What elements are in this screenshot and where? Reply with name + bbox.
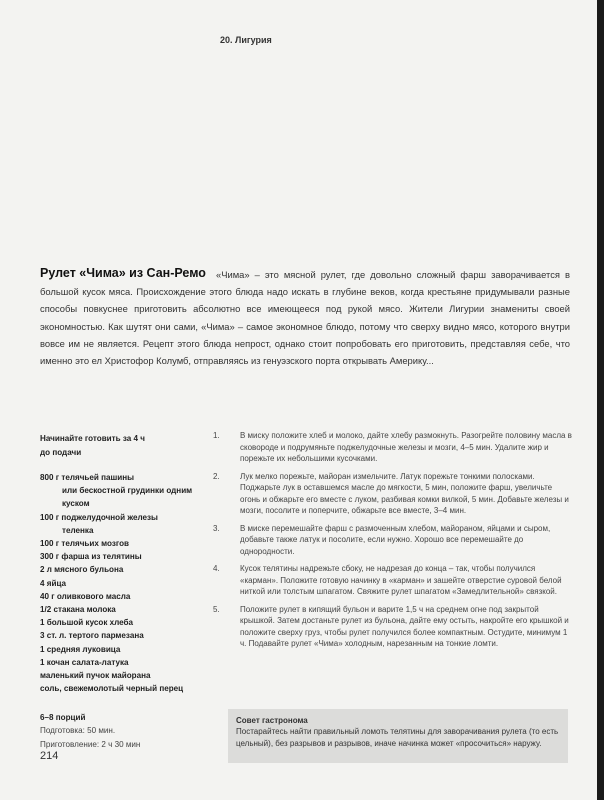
page-edge xyxy=(597,0,604,800)
step-number: 4. xyxy=(213,564,220,573)
ingredient-item: 100 г поджелудочной железы xyxy=(40,512,158,522)
step-number: 3. xyxy=(213,523,220,533)
start-time-heading xyxy=(40,432,230,459)
method-step xyxy=(213,471,573,517)
recipe-title: Рулет «Чима» из Сан-Ремо xyxy=(40,266,206,280)
ingredient-item: 300 г фарша из телятины xyxy=(40,552,142,562)
method-steps xyxy=(213,430,573,656)
ingredient-item: 800 г телячьей пашины xyxy=(40,473,135,482)
ingredient-item: или бескостной грудинки одним xyxy=(62,486,193,496)
prep-time: Подготовка: 50 мин. xyxy=(40,726,116,736)
step-number: 1. xyxy=(213,431,220,440)
step-text: В миске перемешайте фарш с размоченным хлебом, майораном, яйцами и сыром, добавьте также латук и посолите, если нужно. Хорошо все перемешайте до однородности. xyxy=(240,523,551,556)
ingredient-item: куском xyxy=(62,499,90,509)
page-number: 214 xyxy=(40,750,59,762)
ingredient-item: 40 г оливкового масла xyxy=(40,591,131,601)
tip-box xyxy=(228,709,568,763)
ingredients-block xyxy=(40,432,230,751)
method-step xyxy=(213,523,573,558)
ingredient-item: 3 ст. л. тертого пармезана xyxy=(40,631,144,641)
step-text: Положите рулет в кипящий бульон и варите 1,5 ч на среднем огне под закрытой крышкой. Затем достаньте рулет из бульона, дайте ему остыть, накройте его крышкой и положите сверху груз, чтобы рулет получился более компактным. Остудите, минимум 1 ч. Подавайте рулет «Чима» холодным, нарезанным на тонкие ломти. xyxy=(240,604,569,648)
cook-time: Приготовление: 2 ч 30 мин xyxy=(40,739,141,749)
method-step xyxy=(213,430,573,465)
ingredient-item: 1/2 стакана молока xyxy=(40,605,116,615)
ingredient-item: 1 средняя луковица xyxy=(40,644,121,654)
ingredient-item: соль, свежемолотый черный перец xyxy=(40,684,184,694)
chapter-header: 20. Лигурия xyxy=(220,35,272,45)
ingredient-item: 1 кочан салата-латука xyxy=(40,657,129,667)
step-number: 5. xyxy=(213,604,220,614)
start-time-line-1: Начинайте готовить за 4 ч xyxy=(40,434,145,443)
ingredients-list xyxy=(40,471,230,695)
ingredient-item: 1 большой кусок хлеба xyxy=(40,618,134,628)
step-text: Лук мелко порежьте, майоран измельчите. Латук порежьте тонкими полосками. Поджарьте лук в оставшемся масле до мягкости, 5 мин, положите фарш, увеличьте огонь и обжарьте его вместе с луком, разбивая комки вилкой, 5 мин. Добавьте железы и мозги, посолите и поперчите, обжарьте все вместе, 3–4 мин. xyxy=(240,471,569,515)
method-step xyxy=(213,563,573,598)
step-number: 2. xyxy=(213,471,220,481)
start-time-line-2: до подачи xyxy=(40,447,82,457)
ingredient-item: маленький пучок майорана xyxy=(40,671,151,681)
recipe-intro: «Чима» – это мясной рулет, где довольно сложный фарш заворачивается в большой кусок мяса. Происхождение этого блюда надо искать в глубине веков, когда крестьяне придумывали разные способы повкуснее приготовить абсолютно все имеющееся под рукой мясо. Жители Лигурии знамениты своей экономностью. Как шутят они сами, «Чима» – самое экономное блюдо, потому что сверху видно мясо, которого внутри вовсе им не является. Рецепт этого блюда непрост, однако стоит попробовать его приготовить, представляя себе, что именно это ел Христофор Колумб, отправляясь из генуэзского порта открывать Америку... xyxy=(40,269,570,367)
ingredient-item: 2 л мясного бульона xyxy=(40,565,124,575)
tip-title: Совет гастронома xyxy=(236,716,308,725)
step-text: В миску положите хлеб и молоко, дайте хлебу размокнуть. Разогрейте половину масла в сковороде и подрумяньте поджелудочные железы и мозги, 4–5 мин. Удалите жир и порежьте их небольшими кусочками. xyxy=(240,431,572,463)
ingredient-item: 4 яйца xyxy=(40,578,67,588)
step-text: Кусок телятины надрежьте сбоку, не надрезая до конца – так, чтобы получился «карман». Положите готовую начинку в «карман» и зашейте отверстие суровой белой ниткой или толстым шпагатом. Свяжите рулет шпагатом «Замедлительной» связкой. xyxy=(240,564,562,596)
portions: 6–8 порций xyxy=(40,713,86,723)
ingredient-item: 100 г телячьих мозгов xyxy=(40,539,130,549)
method-step xyxy=(213,604,573,650)
tip-text: Постарайтесь найти правильный ломоть телятины для заворачивания рулета (то есть цельный), без разрывов и разрывов, иначе начинка может «просочиться» наружу. xyxy=(236,727,559,748)
ingredient-item: теленка xyxy=(62,525,94,535)
